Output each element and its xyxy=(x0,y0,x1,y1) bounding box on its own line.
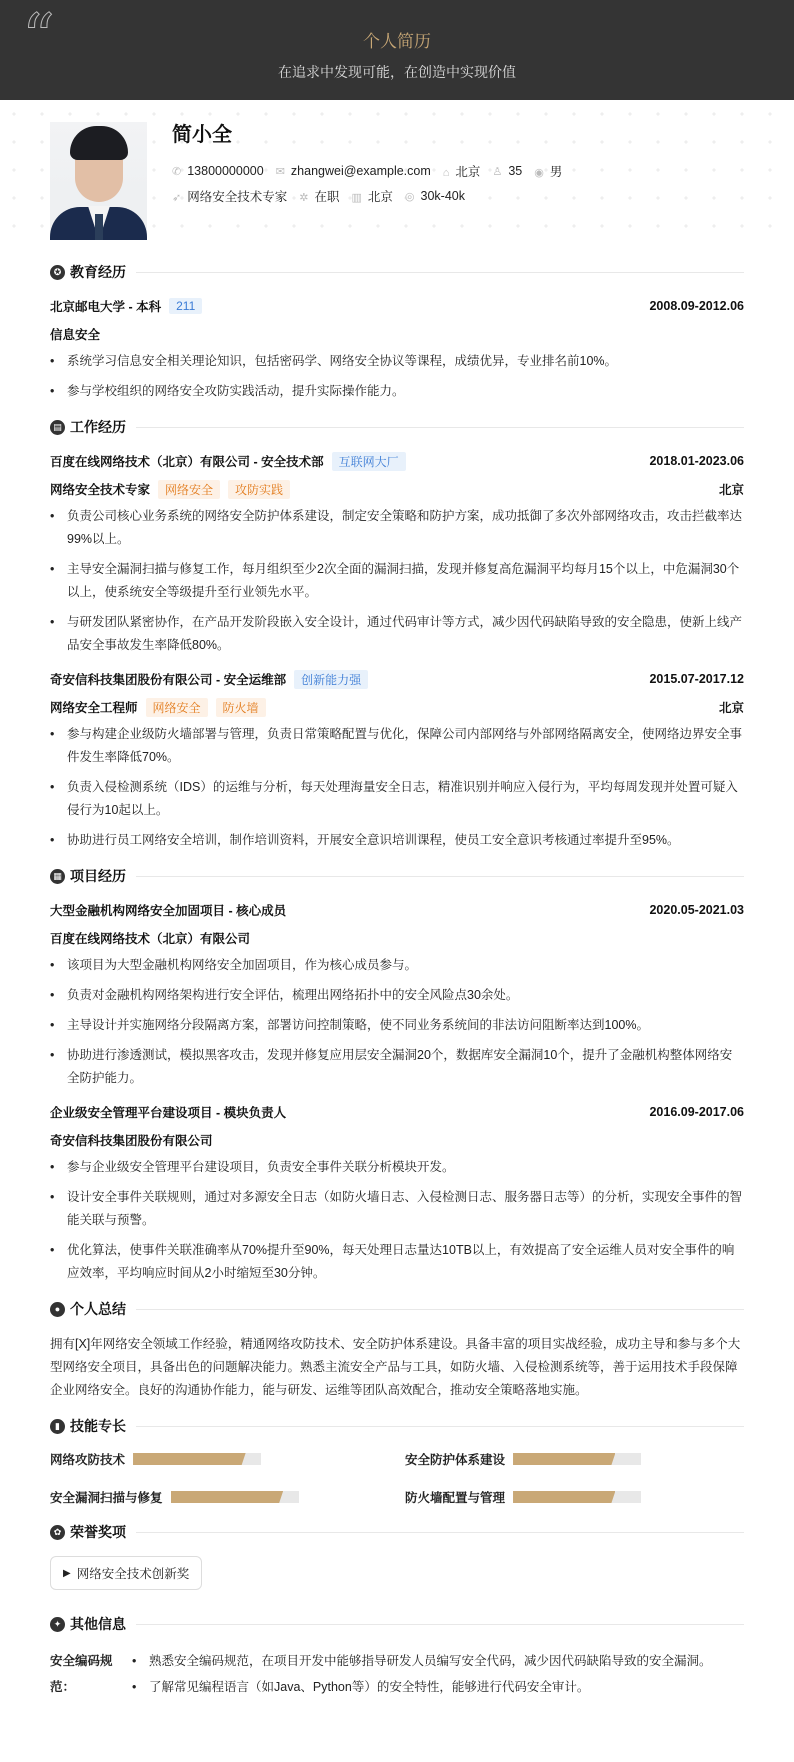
skills-list xyxy=(50,1450,744,1506)
work-item: 奇安信科技集团股份有限公司 - 安全运维部 创新能力强 2015.07-2017.12 网络安全工程师 网络安全 防火墙 北京 • 参与构建企业级防火墙部署与管理，负责日常策略配置与优化，保障公司内部网络与外部网络隔离安全，使网络边界安全事件发生率降低70%。 • 负责入侵检测系统（IDS）的运维与分析，每天处理海量安全日志，精准识别并响应入侵行为，平均每周发现并处置可疑入侵行为10起以上。 • 协助进行员工网络安全培训，制作培训资料，开展安全意识培训课程，使员工安全意识考核通过率提升至95%。 xyxy=(50,669,744,852)
status-icon: ✲ xyxy=(299,192,309,204)
summary-text: 拥有[X]年网络安全领域工作经验，精通网络攻防技术、安全防护体系建设。具备丰富的项目实战经验，成功主导和参与多个大型网络安全项目，具备出色的问题解决能力。熟悉主流安全产品与工具，如防火墙、入侵检测系统等，善于运用技术手段保障企业网络安全。良好的沟通协作能力，能与研发、运维等团队高效配合，推动安全策略落地实施。 xyxy=(50,1337,741,1397)
phone-icon: ✆ xyxy=(172,166,182,178)
job-status: 在职 xyxy=(314,190,340,204)
page-header xyxy=(0,0,794,100)
home-icon: ⌂ xyxy=(442,167,450,179)
tag: 211 xyxy=(169,298,202,314)
skill-bar xyxy=(513,1491,641,1503)
email: zhangwei@example.com xyxy=(290,164,431,178)
salary: 30k-40k xyxy=(420,189,465,203)
work-city: 北京 xyxy=(367,190,393,204)
section-projects: ▦ 项目经历 xyxy=(50,866,744,886)
section-work: ▤ 工作经历 xyxy=(50,417,744,437)
skill-bar-fill xyxy=(513,1453,615,1465)
skill-item xyxy=(50,1450,405,1468)
work-item: 百度在线网络技术（北京）有限公司 - 安全技术部 互联网大厂 2018.01-2023.06 网络安全技术专家 网络安全 攻防实践 北京 • 负责公司核心业务系统的网络安全防护体系建设，制定安全策略和防护方案，成功抵御了多次外部网络攻击，攻击拦截率达99%以上。 • 主导安全漏洞扫描与修复工作，每月组织至少2次全面的漏洞扫描，发现并修复高危漏洞平均每月15个以上，中危漏洞30个以上，使系统安全等级提升至行业领先水平。 • 与研发团队紧密协作，在产品开发阶段嵌入安全设计，通过代码审计等方式，减少因代码缺陷导致的安全隐患，使新上线产品安全事故发生率降低80%。 xyxy=(50,451,744,657)
skill-name: 安全防护体系建设 xyxy=(405,1453,506,1467)
info-icon: ✦ xyxy=(50,1617,65,1632)
skill-item xyxy=(405,1488,744,1506)
age: 35 xyxy=(508,164,523,178)
phone: 13800000000 xyxy=(187,164,264,178)
briefcase-icon: ▤ xyxy=(50,420,65,435)
section-awards: ✿ 荣誉奖项 xyxy=(50,1522,744,1542)
salary-icon: ◎ xyxy=(404,191,415,203)
education-item: 北京邮电大学 - 本科 211 2008.09-2012.06 信息安全 • 系统学习信息安全相关理论知识，包括密码学、网络安全协议等课程，成绩优异，专业排名前10%。 • 参与学校组织的网络安全攻防实践活动，提升实际操作能力。 xyxy=(50,296,744,403)
resume-subtitle: 在追求中发现可能，在创造中实现价值 xyxy=(278,64,516,80)
skill-bar xyxy=(133,1453,261,1465)
section-other: ✦ 其他信息 xyxy=(50,1614,744,1634)
gender-icon: ◉ xyxy=(534,167,544,179)
skill-name: 防火墙配置与管理 xyxy=(405,1491,506,1505)
other-info: 安全编码规范： • 熟悉安全编码规范，在项目开发中能够指导研发人员编写安全代码，减少因代码缺陷导致的安全漏洞。 • 了解常见编程语言（如Java、Python等）的安全特性，能够进行代码安全审计。 xyxy=(50,1648,744,1700)
grid-icon: ▦ xyxy=(50,869,65,884)
skill-item xyxy=(50,1488,405,1506)
email-icon: ✉ xyxy=(275,166,285,178)
skill-bar xyxy=(513,1453,641,1465)
skill-bar-fill xyxy=(513,1491,615,1503)
avatar xyxy=(50,122,147,240)
award-icon: ✿ xyxy=(50,1525,65,1540)
gender: 男 xyxy=(549,165,563,179)
skill-name: 安全漏洞扫描与修复 xyxy=(50,1491,163,1505)
age-icon: ♙ xyxy=(492,166,503,178)
candidate-name: 简小全 xyxy=(172,124,232,146)
quote-icon: “ xyxy=(22,1,55,75)
caret-right-icon: ▶ xyxy=(63,1567,71,1579)
position: 网络安全技术专家 xyxy=(187,190,288,204)
project-item: 企业级安全管理平台建设项目 - 模块负责人 2016.09-2017.06 奇安信科技集团股份有限公司 • 参与企业级安全管理平台建设项目，负责安全事件关联分析模块开发。 • 设计安全事件关联规则，通过对多源安全日志（如防火墙日志、入侵检测日志、服务器日志等）的分析，实现安全事件的智能关联与预警。 • 优化算法，使事件关联准确率从70%提升至90%，每天处理日志量达10TB以上，有效提高了安全运维人员对安全事件的响应效率，平均响应时间从2小时缩短至30分钟。 xyxy=(50,1102,744,1285)
project-item: 大型金融机构网络安全加固项目 - 核心成员 2020.05-2021.03 百度在线网络技术（北京）有限公司 • 该项目为大型金融机构网络安全加固项目，作为核心成员参与。 • 负责对金融机构网络架构进行安全评估，梳理出网络拓扑中的安全风险点30余处。 • 主导设计并实施网络分段隔离方案，部署访问控制策略，使不同业务系统间的非法访问阻断率达到100%。 • 协助进行渗透测试，模拟黑客攻击，发现并修复应用层安全漏洞20个，数据库安全漏洞10个，提升了金融机构整体网络安全防护能力。 xyxy=(50,900,744,1090)
graduation-icon: ✪ xyxy=(50,265,65,280)
skill-bar-fill xyxy=(171,1491,284,1503)
profile-section xyxy=(0,100,794,248)
skill-name: 网络攻防技术 xyxy=(50,1453,126,1467)
skill-bar xyxy=(171,1491,299,1503)
city: 北京 xyxy=(455,165,481,179)
building-icon: ▥ xyxy=(351,192,362,204)
award-item[interactable]: ▶ 网络安全技术创新奖 xyxy=(50,1556,202,1590)
resume-title: 个人简历 xyxy=(363,32,431,51)
section-skills: ▮ 技能专长 xyxy=(50,1416,744,1436)
section-summary: ● 个人总结 xyxy=(50,1299,744,1319)
user-icon: ● xyxy=(50,1302,65,1317)
section-education: ✪ 教育经历 xyxy=(50,262,744,282)
skill-item xyxy=(405,1450,744,1468)
bar-chart-icon: ▮ xyxy=(50,1419,65,1434)
skill-bar-fill xyxy=(133,1453,246,1465)
position-icon: ➶ xyxy=(172,192,182,204)
